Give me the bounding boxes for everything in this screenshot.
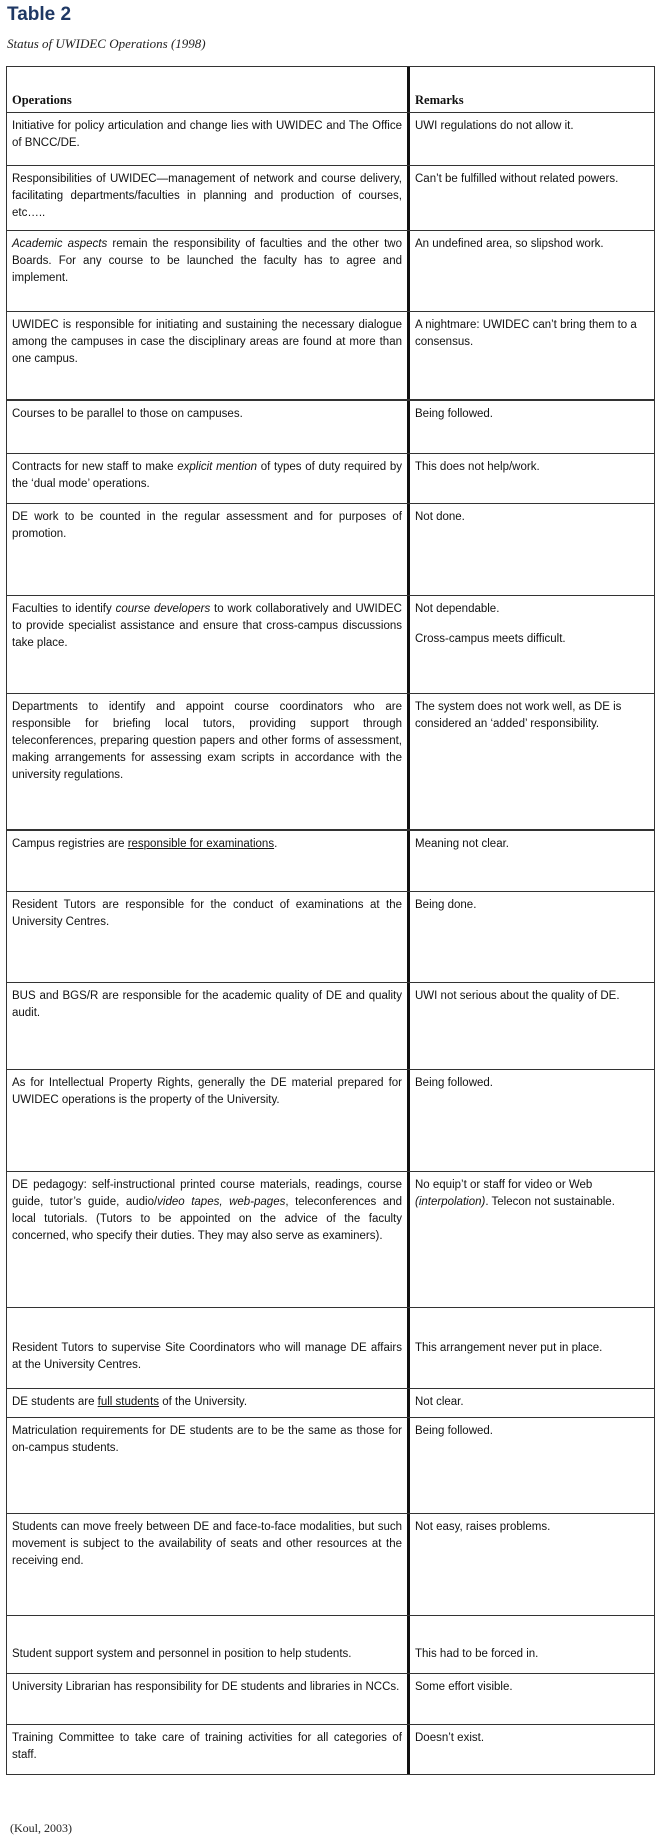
operations-table: [6, 66, 655, 1775]
emphasis-text: course developers: [115, 603, 211, 615]
operation-cell: As for Intellectual Property Rights, generally the DE material prepared for UWIDEC operations is the property of the University.: [7, 1070, 410, 1171]
operation-text: of types of duty required by the ‘dual mode’ operations.: [12, 461, 402, 490]
remark-text: . Telecon not sustainable.: [485, 1196, 615, 1208]
operation-cell: UWIDEC is responsible for initiating and sustaining the necessary dialogue among the campuses in case the disciplinary areas are found at more than one campus.: [7, 312, 410, 399]
remark-cell: This does not help/work.: [415, 461, 540, 473]
operation-text: Faculties to identify: [12, 603, 116, 615]
operation-text: to work collaboratively and UWIDEC to provide specialist assistance and ensure that cross-campus discussions take place.: [12, 603, 402, 649]
emphasis-text: explicit mention: [177, 461, 257, 473]
operation-text: .: [274, 838, 278, 850]
remark-cell: Being followed.: [415, 1077, 493, 1089]
remark-cell: Not easy, raises problems.: [415, 1521, 551, 1533]
table-title: Table 2: [7, 4, 72, 25]
remark-cell: Being followed.: [415, 1425, 493, 1437]
operation-text: DE pedagogy: self-instructional printed course materials, readings, course guide, tutor’s guide, audio/: [12, 1179, 402, 1208]
operation-cell: Departments to identify and appoint course coordinators who are responsible for briefing local tutors, providing support through teleconferences, preparing question papers and other forms of assessment, making arrangements for assessing exam scripts in accordance with the university regulations.: [7, 694, 410, 829]
emphasis-text: (interpolation): [415, 1196, 486, 1208]
operation-cell: [7, 231, 410, 311]
table-row: [7, 983, 654, 1070]
table-row: [7, 401, 654, 454]
column-header-remarks: Remarks: [415, 93, 464, 107]
operation-text: , teleconferences and local tutorials. (Tutors to be appointed on the advice of the faculty concerned, who specify their duties. They may also serve as examiners).: [12, 1196, 403, 1242]
operation-cell: DE work to be counted in the regular assessment and for purposes of promotion.: [7, 504, 410, 595]
table-row: [7, 694, 654, 831]
operation-cell: [7, 831, 410, 891]
table-row: [7, 1070, 654, 1172]
emphasis-text: Academic aspects: [12, 238, 108, 250]
table-row: [7, 1418, 654, 1514]
table-row: [7, 113, 654, 166]
table-row: [7, 1674, 654, 1725]
emphasis-text: video tapes, web-pages: [157, 1196, 286, 1208]
remark-cell: [410, 596, 651, 693]
table-row: [7, 1172, 654, 1308]
operation-text: remain the responsibility of faculties and the other two Boards. For any course to be launched the faculty has to agree and implement.: [12, 238, 402, 284]
table-row: [7, 1389, 654, 1418]
operation-text: of the University.: [159, 1396, 248, 1408]
table-row: [7, 831, 654, 892]
remark-cell: [410, 1172, 651, 1307]
remark-text: No equip’t or staff for video or Web: [415, 1179, 593, 1191]
table-row: [7, 1725, 654, 1774]
remark-cell: Being followed.: [415, 408, 493, 420]
remark-text: Cross-campus meets difficult.: [415, 633, 566, 645]
operation-cell: Resident Tutors are responsible for the conduct of examinations at the University Centres.: [7, 892, 410, 982]
remark-cell: Being done.: [415, 899, 477, 911]
remark-cell: An undefined area, so slipshod work.: [415, 238, 604, 250]
underlined-text: responsible for examinations: [127, 838, 275, 850]
remark-cell: Meaning not clear.: [415, 838, 509, 850]
underlined-text: full students: [97, 1396, 160, 1408]
remark-text: Not dependable.: [415, 603, 500, 615]
operation-cell: [7, 596, 410, 693]
remark-cell: This had to be forced in.: [415, 1648, 539, 1660]
remark-cell: The system does not work well, as DE is considered an ‘added’ responsibility.: [415, 701, 622, 730]
table-row: [7, 454, 654, 504]
operation-cell: Students can move freely between DE and face-to-face modalities, but such movement is subject to the availability of seats and other resources at the receiving end.: [7, 1514, 410, 1615]
citation: (Koul, 2003): [10, 1821, 72, 1835]
operation-text: Campus registries are: [12, 838, 128, 850]
remark-cell: Doesn’t exist.: [415, 1732, 485, 1744]
operation-cell: Training Committee to take care of training activities for all categories of staff.: [7, 1725, 410, 1774]
operation-cell: Responsibilities of UWIDEC—management of network and course delivery, facilitating departments/faculties in planning and production of courses, etc…..: [7, 166, 410, 230]
remark-cell: UWI regulations do not allow it.: [415, 120, 574, 132]
remark-cell: UWI not serious about the quality of DE.: [415, 990, 620, 1002]
table-header-row: [7, 67, 654, 113]
table-row: [7, 312, 654, 401]
table-row: [7, 892, 654, 983]
operation-cell: BUS and BGS/R are responsible for the academic quality of DE and quality audit.: [7, 983, 410, 1069]
table-row: [7, 504, 654, 596]
remark-cell: Not done.: [415, 511, 465, 523]
operation-cell: [7, 1389, 410, 1417]
remark-cell: This arrangement never put in place.: [415, 1342, 603, 1354]
operation-cell: Initiative for policy articulation and change lies with UWIDEC and The Office of BNCC/DE.: [7, 113, 410, 165]
remark-cell: Not clear.: [415, 1396, 464, 1408]
remark-cell: Some effort visible.: [415, 1681, 513, 1693]
remark-cell: Can’t be fulfilled without related powers.: [415, 173, 619, 185]
operation-cell: Resident Tutors to supervise Site Coordinators who will manage DE affairs at the University Centres.: [7, 1308, 410, 1388]
operation-cell: University Librarian has responsibility for DE students and libraries in NCCs.: [7, 1674, 410, 1724]
operation-cell: Student support system and personnel in position to help students.: [7, 1616, 410, 1673]
operation-cell: [7, 454, 410, 503]
table-subtitle: Status of UWIDEC Operations (1998): [7, 36, 206, 51]
table-row: [7, 1616, 654, 1674]
operation-cell: Matriculation requirements for DE students are to be the same as those for on-campus students.: [7, 1418, 410, 1513]
column-header-operations: Operations: [7, 67, 410, 112]
table-row: [7, 231, 654, 312]
operation-text: DE students are: [12, 1396, 98, 1408]
table-row: [7, 1308, 654, 1389]
operation-text: Contracts for new staff to make: [12, 461, 178, 473]
table-row: [7, 1514, 654, 1616]
operation-cell: Courses to be parallel to those on campuses.: [7, 401, 410, 453]
table-row: [7, 166, 654, 231]
table-row: [7, 596, 654, 694]
remark-cell: A nightmare: UWIDEC can’t bring them to a consensus.: [415, 319, 637, 348]
operation-cell: [7, 1172, 410, 1307]
